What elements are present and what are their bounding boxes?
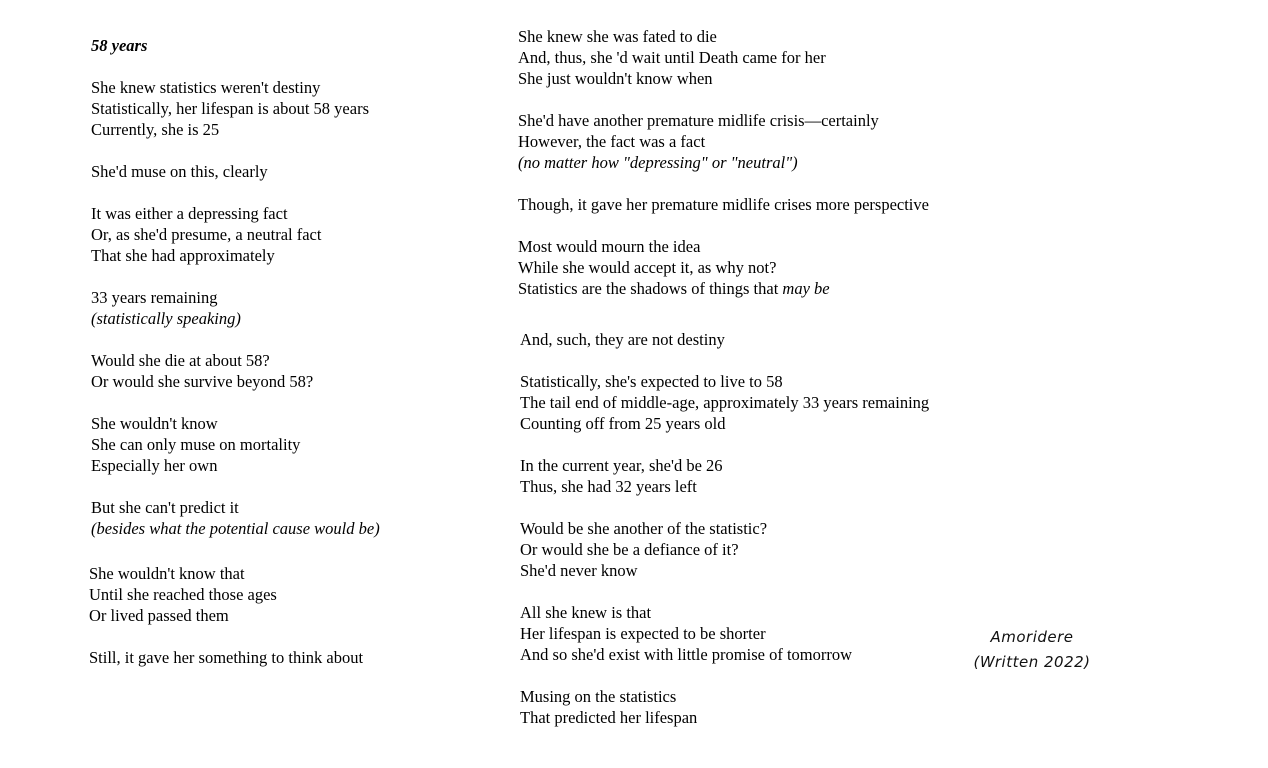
stanza [518, 110, 929, 173]
poem-line [91, 350, 380, 371]
poem-line [518, 257, 929, 278]
stanza [89, 647, 380, 668]
line-text: That she had approximately [91, 246, 275, 265]
poem-line [91, 119, 380, 140]
line-text: Or would she survive beyond 58? [91, 372, 314, 391]
line-text: She knew statistics weren't destiny [91, 78, 321, 97]
line-text: Or lived passed them [89, 606, 229, 625]
poem-line [91, 245, 380, 266]
poem-line [91, 98, 380, 119]
line-text: (besides what the potential cause would be) [91, 519, 380, 538]
poem-line [518, 278, 929, 299]
line-text: Counting off from 25 years old [520, 414, 726, 433]
stanza [520, 602, 929, 665]
line-emphasis: may be [782, 279, 830, 298]
line-text: Statistically, her lifespan is about 58 years [91, 99, 369, 118]
stanza [520, 329, 929, 350]
written-note: (Written 2022) [973, 653, 1091, 671]
line-text: Would she die at about 58? [91, 351, 270, 370]
poem-line [89, 584, 380, 605]
poem-line [91, 161, 380, 182]
line-text: She knew she was fated to die [518, 27, 717, 46]
line-text: Currently, she is 25 [91, 120, 220, 139]
line-text: Statistics are the shadows of things that [518, 279, 783, 298]
poem-line [520, 329, 929, 350]
poem-line [91, 224, 380, 245]
poem-line [520, 623, 929, 644]
poem-line [520, 560, 929, 581]
poem-line [91, 497, 380, 518]
poem-line [518, 236, 929, 257]
stanza [518, 236, 929, 299]
line-text: She wouldn't know that [89, 564, 245, 583]
line-text: Thus, she had 32 years left [520, 477, 697, 496]
poem-line [520, 686, 929, 707]
line-text: Still, it gave her something to think about [89, 648, 364, 667]
author-signature: Amoridere [990, 628, 1074, 646]
poem-line [520, 455, 929, 476]
poem-line [518, 194, 929, 215]
line-text: Musing on the statistics [520, 687, 677, 706]
stanza [91, 203, 380, 266]
poem-line [518, 68, 929, 89]
stanza [520, 455, 929, 497]
poem-line [518, 47, 929, 68]
poem-line [520, 476, 929, 497]
poem-line [518, 110, 929, 131]
line-text: Most would mourn the idea [518, 237, 701, 256]
stanza [518, 194, 929, 215]
line-text: It was either a depressing fact [91, 204, 288, 223]
line-text: And so she'd exist with little promise of tomorrow [520, 645, 853, 664]
stanza [91, 77, 380, 140]
line-text: The tail end of middle-age, approximately 33 years remaining [520, 393, 930, 412]
line-text: In the current year, she'd be 26 [520, 456, 723, 475]
line-text: Statistically, she's expected to live to 58 [520, 372, 783, 391]
line-text: Though, it gave her premature midlife crises more perspective [518, 195, 929, 214]
line-text: She just wouldn't know when [518, 69, 713, 88]
left-column [91, 35, 380, 668]
poem-line [89, 605, 380, 626]
line-text: Would be she another of the statistic? [520, 519, 768, 538]
line-text: Or would she be a defiance of it? [520, 540, 739, 559]
line-text: That predicted her lifespan [520, 708, 698, 727]
poem-line [520, 392, 929, 413]
stanza [520, 518, 929, 581]
line-text: She'd never know [520, 561, 638, 580]
line-text: All she knew is that [520, 603, 652, 622]
stanza [91, 287, 380, 329]
stanza [91, 161, 380, 182]
line-text: Until she reached those ages [89, 585, 277, 604]
line-text: And, such, they are not destiny [520, 330, 725, 349]
stanza [520, 371, 929, 434]
line-text: She can only muse on mortality [91, 435, 301, 454]
poem-line [91, 371, 380, 392]
line-text: She wouldn't know [91, 414, 218, 433]
line-text: 33 years remaining [91, 288, 218, 307]
poem-line [91, 203, 380, 224]
poem-line [520, 539, 929, 560]
poem-line [91, 308, 380, 329]
poem-line [520, 707, 929, 728]
stanza [91, 350, 380, 392]
line-text: (no matter how "depressing" or "neutral") [518, 153, 798, 172]
poem-line [91, 455, 380, 476]
poem-line [520, 371, 929, 392]
poem-line [520, 602, 929, 623]
line-text: Or, as she'd presume, a neutral fact [91, 225, 322, 244]
poem-line [91, 434, 380, 455]
poem-line [520, 413, 929, 434]
line-text: (statistically speaking) [91, 309, 241, 328]
poem-line [89, 563, 380, 584]
stanza [91, 497, 380, 539]
stanza [520, 686, 929, 728]
poem-line [91, 518, 380, 539]
stanza [91, 413, 380, 476]
poem-line [518, 152, 929, 173]
poem-line [91, 413, 380, 434]
poem-line [518, 26, 929, 47]
line-text: But she can't predict it [91, 498, 239, 517]
stanza [89, 563, 380, 626]
line-text: She'd muse on this, clearly [91, 162, 268, 181]
poem-line [518, 131, 929, 152]
right-column [518, 26, 929, 728]
poem-line [91, 77, 380, 98]
poem-line [520, 644, 929, 665]
line-text: And, thus, she 'd wait until Death came for her [518, 48, 826, 67]
line-text: Her lifespan is expected to be shorter [520, 624, 766, 643]
poem-line [89, 647, 380, 668]
poem-line [91, 287, 380, 308]
signature [962, 625, 1102, 675]
line-text: While she would accept it, as why not? [518, 258, 777, 277]
stanza [518, 26, 929, 89]
poem-title: 58 years [91, 36, 148, 55]
poem-line [520, 518, 929, 539]
line-text: However, the fact was a fact [518, 132, 706, 151]
line-text: Especially her own [91, 456, 218, 475]
line-text: She'd have another premature midlife crisis—certainly [518, 111, 879, 130]
